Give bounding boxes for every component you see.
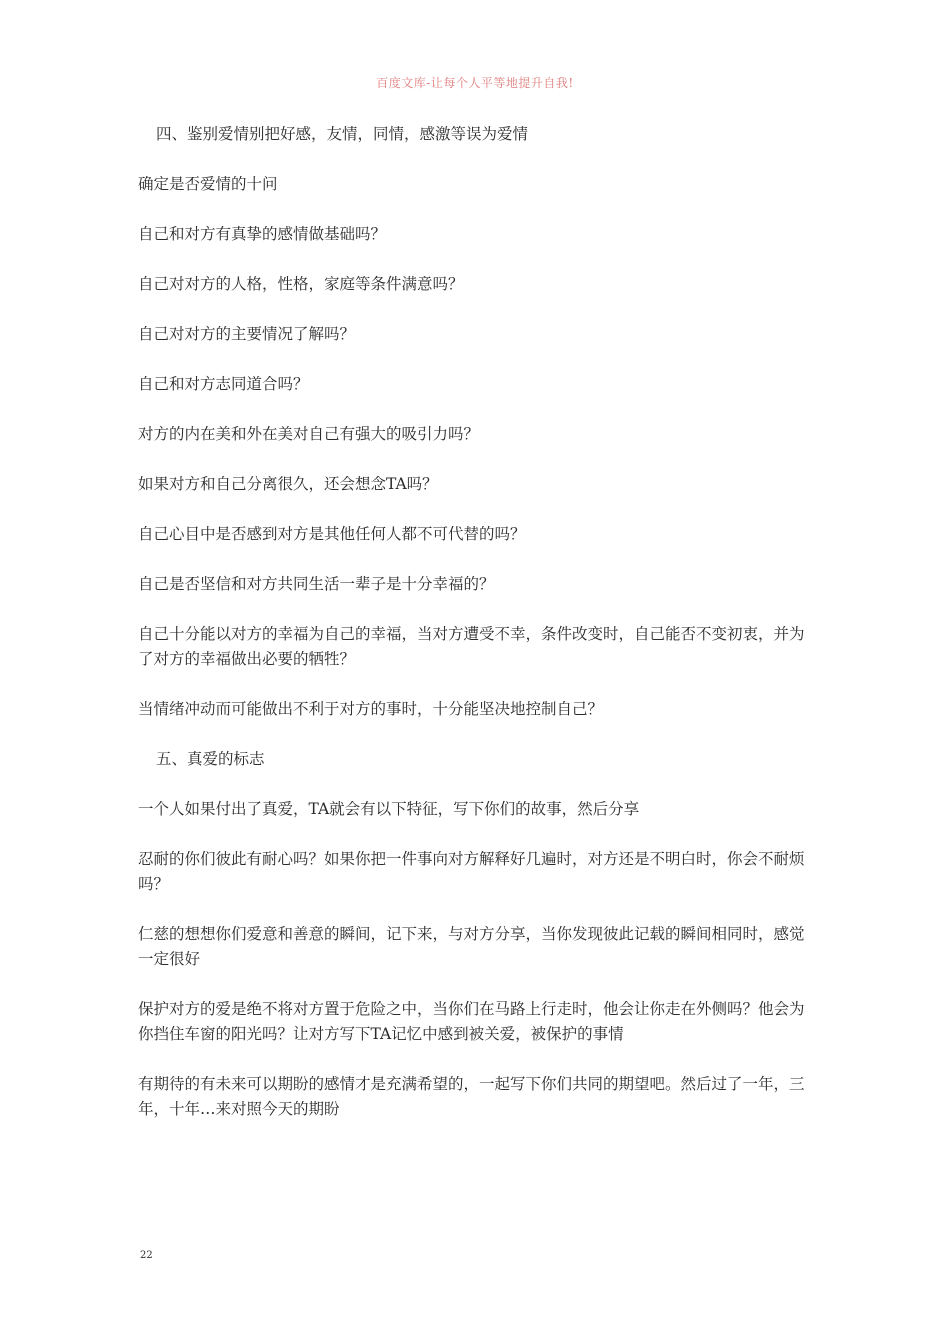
paragraph-ten-questions-title: 确定是否爱情的十问 xyxy=(138,175,278,193)
section-heading-four: 四、鉴别爱情别把好感，友情，同情，感激等误为爱情 xyxy=(156,125,529,143)
paragraph-question-8: 自己是否坚信和对方共同生活一辈子是十分幸福的？ xyxy=(138,575,495,593)
paragraph-question-6: 如果对方和自己分离很久，还会想念TA吗？ xyxy=(138,475,438,493)
paragraph-question-5: 对方的内在美和外在美对自己有强大的吸引力吗？ xyxy=(138,425,480,443)
paragraph-question-9: 自己十分能以对方的幸福为自己的幸福，当对方遭受不幸，条件改变时，自己能否不变初衷，并为了对方的幸福做出必要的牺牲？ xyxy=(138,625,805,668)
paragraph-true-love-intro: 一个人如果付出了真爱，TA就会有以下特征，写下你们的故事，然后分享 xyxy=(138,800,640,818)
page-header-watermark: 百度文库-让每个人平等地提升自我! xyxy=(376,76,574,90)
paragraph-question-3: 自己对对方的主要情况了解吗？ xyxy=(138,325,356,343)
paragraph-question-4: 自己和对方志同道合吗？ xyxy=(138,375,309,393)
document-body xyxy=(138,122,818,1147)
paragraph-question-2: 自己对对方的人格，性格，家庭等条件满意吗？ xyxy=(138,275,464,293)
page-number: 22 xyxy=(140,1250,153,1261)
paragraph-question-7: 自己心目中是否感到对方是其他任何人都不可代替的吗？ xyxy=(138,525,526,543)
paragraph-expectation: 有期待的有未来可以期盼的感情才是充满希望的，一起写下你们共同的期望吧。然后过了一年，三年，十年…来对照今天的期盼 xyxy=(138,1075,805,1118)
paragraph-question-10: 当情绪冲动而可能做出不利于对方的事时，十分能坚决地控制自己？ xyxy=(138,700,604,718)
paragraph-protection: 保护对方的爱是绝不将对方置于危险之中，当你们在马路上行走时，他会让你走在外侧吗？他会为你挡住车窗的阳光吗？让对方写下TA记忆中感到被关爱，被保护的事情 xyxy=(138,1000,805,1043)
paragraph-question-1: 自己和对方有真挚的感情做基础吗？ xyxy=(138,225,387,243)
paragraph-kindness: 仁慈的想想你们爱意和善意的瞬间，记下来，与对方分享，当你发现彼此记载的瞬间相同时，感觉一定很好 xyxy=(138,925,805,968)
section-heading-five: 五、真爱的标志 xyxy=(156,750,265,768)
paragraph-patience: 忍耐的你们彼此有耐心吗？如果你把一件事向对方解释好几遍时，对方还是不明白时，你会不耐烦吗？ xyxy=(138,850,805,893)
